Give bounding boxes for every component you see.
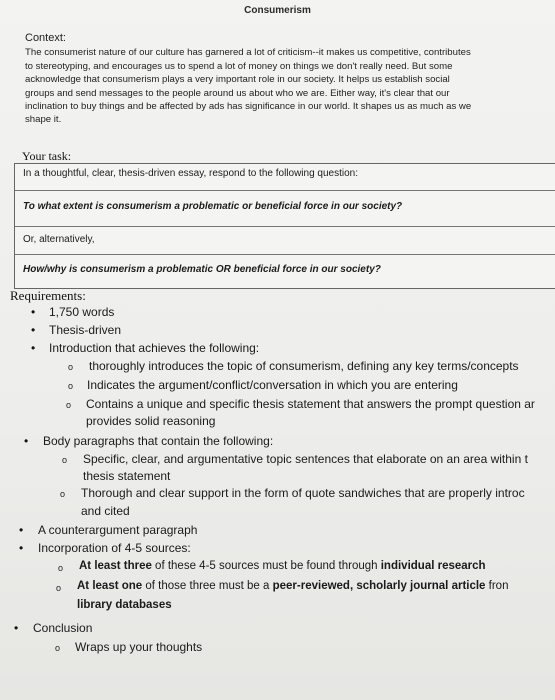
req-counterargument: A counterargument paragraph: [38, 523, 198, 537]
context-line: The consumerist nature of our culture has garnered a lot of criticism--it makes us competitive, contributes: [25, 47, 471, 59]
req-body: Body paragraphs that contain the following:: [43, 434, 274, 448]
sub-marker: o: [68, 381, 74, 391]
context-line: acknowledge that consumerism plays a very important role in our society. It helps us establish social: [25, 74, 450, 86]
task-instruction: In a thoughtful, clear, thesis-driven essay, respond to the following question:: [23, 168, 359, 179]
source-sub-2-text: of those three must be a: [142, 580, 273, 592]
requirements-label: Requirements:: [10, 288, 86, 303]
source-sub-2-bold-a: At least one: [77, 580, 143, 592]
task-question-2: How/why is consumerism a problematic OR beneficial force in our society?: [23, 264, 381, 275]
source-sub-2: [77, 580, 508, 592]
source-sub-1-bold-b: individual research: [380, 560, 486, 572]
bullet-marker: •: [19, 523, 24, 537]
source-sub-2-bold-b: peer-reviewed, scholarly journal article: [272, 580, 486, 592]
context-line: shape it.: [25, 114, 62, 126]
context-line: to stereotyping, and encourages us to spend a lot of money on things we don't really need. But some: [25, 60, 453, 72]
bullet-marker: •: [14, 621, 19, 635]
bullet-marker: •: [31, 305, 36, 319]
sub-marker: o: [58, 563, 64, 573]
bullet-marker: •: [24, 434, 29, 448]
req-thesis: Thesis-driven: [49, 323, 122, 337]
bullet-marker: •: [31, 341, 36, 355]
task-instruction-row: [15, 168, 555, 188]
sub-marker: o: [55, 643, 61, 653]
context-label: Context:: [25, 32, 66, 44]
task-question2-row: [15, 254, 555, 288]
source-sub-2-cont-bold: library databases: [77, 599, 172, 611]
context-line: groups and send messages to the people around us about who we are. Either way, it's clear that our: [25, 87, 450, 99]
intro-sub-1: thoroughly introduces the topic of consumerism, defining any key terms/concepts: [89, 359, 519, 373]
task-alternative: Or, alternatively,: [23, 234, 95, 245]
sub-marker: o: [66, 400, 72, 410]
bullet-marker: •: [19, 541, 24, 555]
conclusion-sub: Wraps up your thoughts: [75, 640, 203, 654]
intro-sub-3: Contains a unique and specific thesis statement that answers the prompt question ar: [86, 397, 535, 411]
task-alt-row: [15, 226, 555, 252]
body-sub-2: Thorough and clear support in the form of quote sandwiches that are properly introc: [81, 486, 525, 500]
task-label: Your task:: [22, 149, 72, 163]
intro-sub-2: Indicates the argument/conflict/conversation in which you are entering: [87, 378, 458, 392]
req-conclusion: Conclusion: [33, 621, 93, 635]
source-sub-2-tail: fron: [485, 580, 509, 592]
body-sub-2-cont: and cited: [81, 504, 130, 518]
sub-marker: o: [60, 489, 66, 499]
context-line: inclination to buy things and be affected by ads has significance in our world. It shapes us as much as we: [25, 101, 472, 113]
task-question-1: To what extent is consumerism a problematic or beneficial force in our society?: [23, 201, 403, 212]
intro-sub-3-cont: provides solid reasoning: [86, 414, 216, 428]
sub-marker: o: [62, 455, 68, 465]
body-sub-1-cont: thesis statement: [83, 469, 171, 483]
sub-marker: o: [56, 583, 62, 593]
source-sub-1-text: of these 4-5 sources must be found through: [151, 560, 381, 572]
body-sub-1: Specific, clear, and argumentative topic sentences that elaborate on an area within t: [83, 452, 528, 466]
req-words: 1,750 words: [49, 305, 115, 319]
task-question1-row: [15, 190, 555, 224]
context-section: [25, 32, 555, 127]
req-intro: Introduction that achieves the following:: [49, 341, 260, 355]
req-sources: Incorporation of 4-5 sources:: [38, 541, 191, 555]
source-sub-1: [79, 560, 486, 572]
source-sub-1-bold-a: At least three: [79, 560, 152, 572]
task-table: [14, 163, 555, 289]
source-sub-2-cont: [77, 599, 172, 611]
sub-marker: o: [68, 362, 74, 372]
bullet-marker: •: [31, 323, 36, 337]
page-title: Consumerism: [244, 5, 311, 16]
